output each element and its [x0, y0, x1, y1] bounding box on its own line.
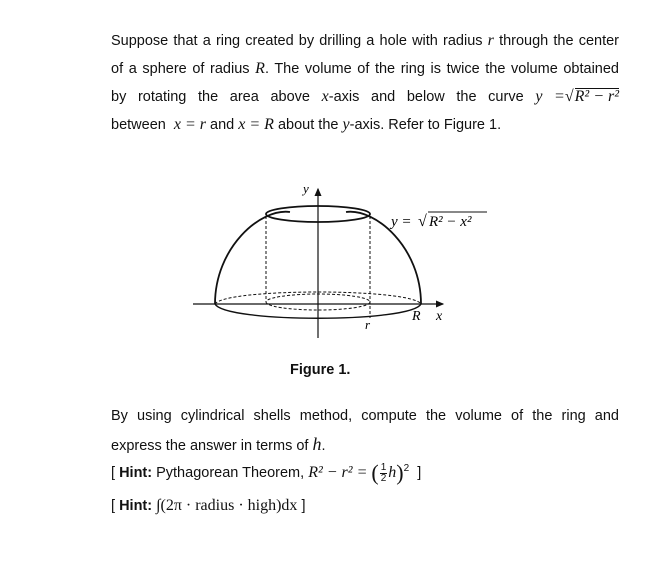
hint-pythagorean: [ Hint: Pythagorean Theorem, R² − r² = ( $\frac{1}{2}$ h)$^2$ ] — [111, 460, 422, 485]
task-line-2: express the answer in terms of h. — [111, 434, 326, 454]
problem-line-3: by rotating the area above x-axis and below the curve y =√R² − r² — [111, 88, 620, 105]
curve-label-lhs: y = — [391, 214, 412, 230]
curve-radicand: R² − r² — [574, 88, 620, 105]
ring-figure — [185, 178, 472, 348]
x-axis-label: x — [436, 309, 443, 324]
one-half-fraction: $\frac{1}{2}$ — [380, 461, 387, 484]
y-axis-label: y — [303, 181, 309, 196]
R-label: R — [412, 309, 421, 324]
curve-label-radicand: R² − x² — [429, 214, 472, 230]
problem-line-2: of a sphere of radius R. The volume of the ring is twice the volume obtained — [111, 60, 620, 77]
problem-line-1: Suppose that a ring created by drilling a hole with radius r through the center — [111, 32, 619, 49]
figure-caption: Figure 1. — [290, 362, 351, 378]
problem-statement — [111, 27, 619, 139]
r-label: r — [365, 317, 371, 332]
curve-label-root: √ — [418, 213, 427, 230]
task-line-1: By using cylindrical shells method, compute the volume of the ring and — [111, 408, 619, 424]
problem-line-4: between x = r and x = R about the y-axis. Refer to Figure 1. — [111, 116, 502, 133]
hint-shell-integral: [ Hint: ∫(2π · radius · high)dx ] — [111, 497, 306, 514]
task-statement — [111, 402, 619, 460]
